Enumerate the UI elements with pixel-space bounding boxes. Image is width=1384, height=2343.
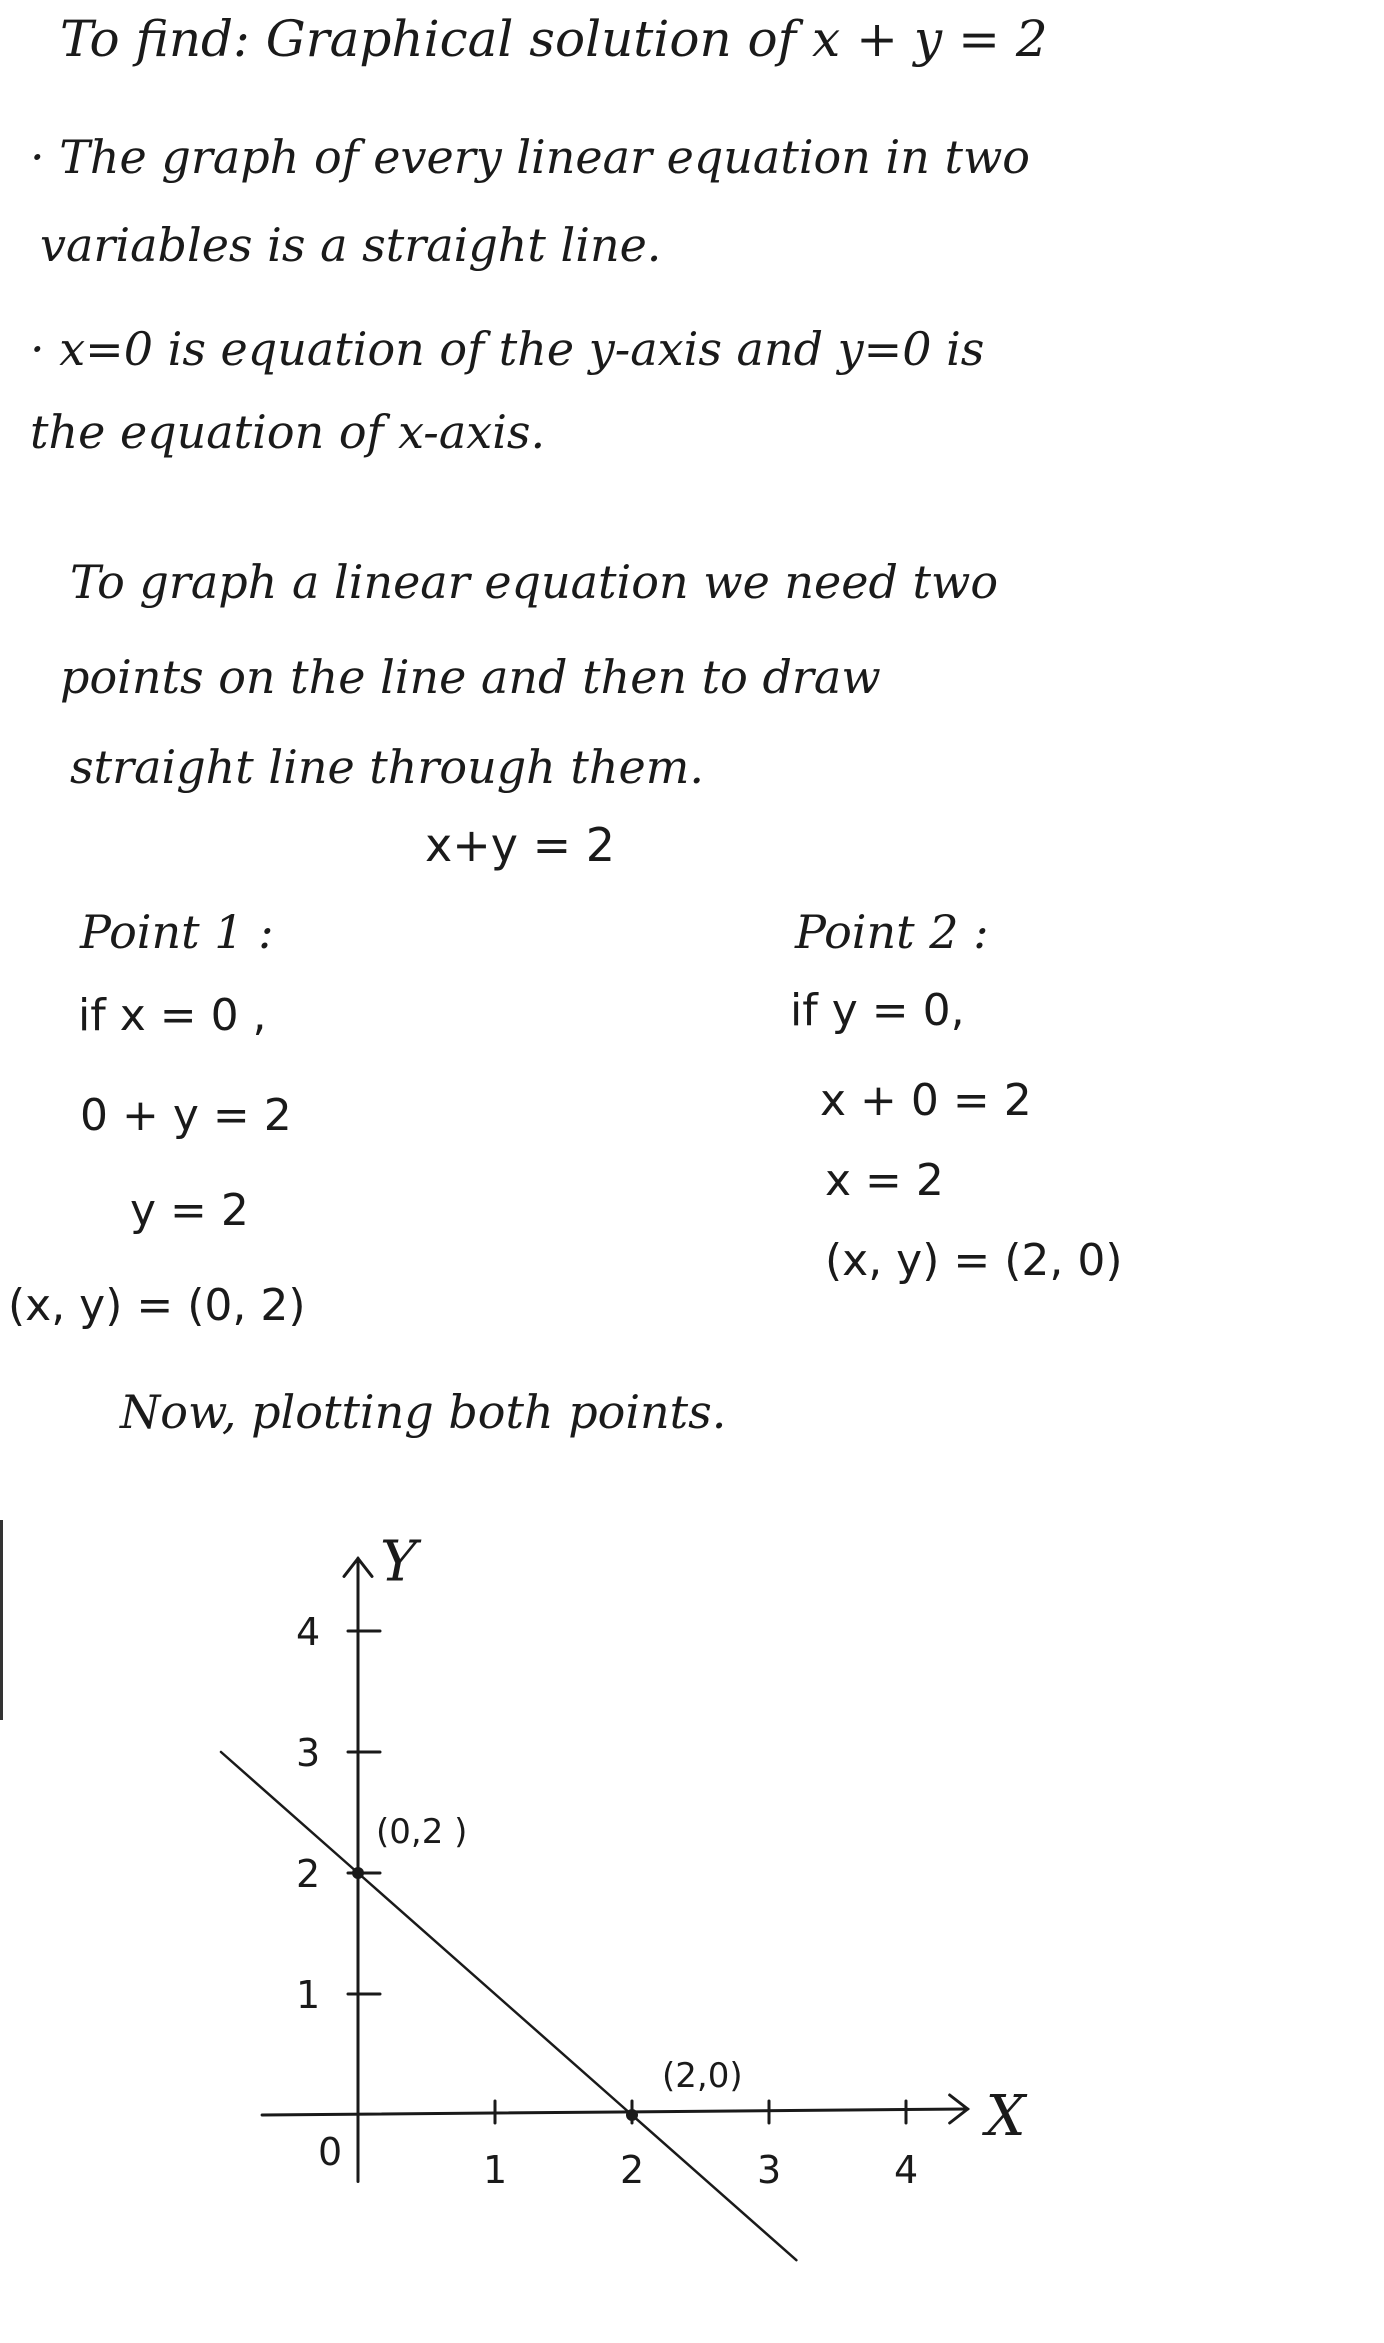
y-tick-label: 3 [296, 1731, 321, 1775]
origin-label: 0 [318, 2130, 343, 2174]
bullet-1-line-2: variables is a straight line. [40, 218, 662, 272]
axes [262, 1529, 1028, 2181]
page-title: To find: Graphical solution of x + y = 2 [60, 10, 1048, 68]
point1-step-1: if x = 0 , [78, 990, 267, 1041]
point2-result: (x, y) = (2, 0) [825, 1235, 1123, 1286]
point2-step-2: x + 0 = 2 [820, 1075, 1032, 1126]
plot-point [626, 2109, 638, 2121]
bullet-2-line-2: the equation of x-axis. [30, 405, 546, 459]
point1-step-3: y = 2 [130, 1185, 249, 1236]
method-line-3: straight line through them. [70, 740, 704, 794]
point1-heading: Point 1 : [80, 905, 274, 959]
point1-step-2: 0 + y = 2 [80, 1090, 292, 1141]
x-tick-label: 2 [620, 2148, 645, 2192]
point-label: (0,2 ) [376, 1812, 468, 1852]
bullet-2-line-1: · x=0 is equation of the y-axis and y=0 is [30, 322, 985, 376]
y-tick-label: 2 [296, 1852, 321, 1896]
point1-result: (x, y) = (0, 2) [8, 1280, 306, 1331]
x-tick-label: 1 [483, 2148, 508, 2192]
bullet-1-line-1: · The graph of every linear equation in two [30, 130, 1031, 184]
method-line-2: points on the line and then to draw [60, 650, 881, 704]
line-graph [0, 1500, 1384, 2343]
plotting-text: Now, plotting both points. [120, 1385, 727, 1439]
point2-heading: Point 2 : [795, 905, 989, 959]
point-label: (2,0) [662, 2056, 743, 2096]
x-tick-label: 4 [894, 2148, 919, 2192]
plot-points [352, 1812, 743, 2121]
x-axis-label: X [985, 2084, 1026, 2149]
point2-step-3: x = 2 [825, 1155, 944, 1206]
equation: x+y = 2 [425, 818, 616, 872]
y-axis-label: Y [380, 1529, 417, 1595]
y-tick-label: 1 [296, 1973, 321, 2017]
point2-step-1: if y = 0, [790, 985, 965, 1036]
x-tick-label: 3 [757, 2148, 782, 2192]
x-axis [262, 2109, 968, 2115]
method-line-1: To graph a linear equation we need two [70, 555, 999, 609]
y-tick-label: 4 [296, 1610, 321, 1654]
plot-point [352, 1867, 364, 1879]
